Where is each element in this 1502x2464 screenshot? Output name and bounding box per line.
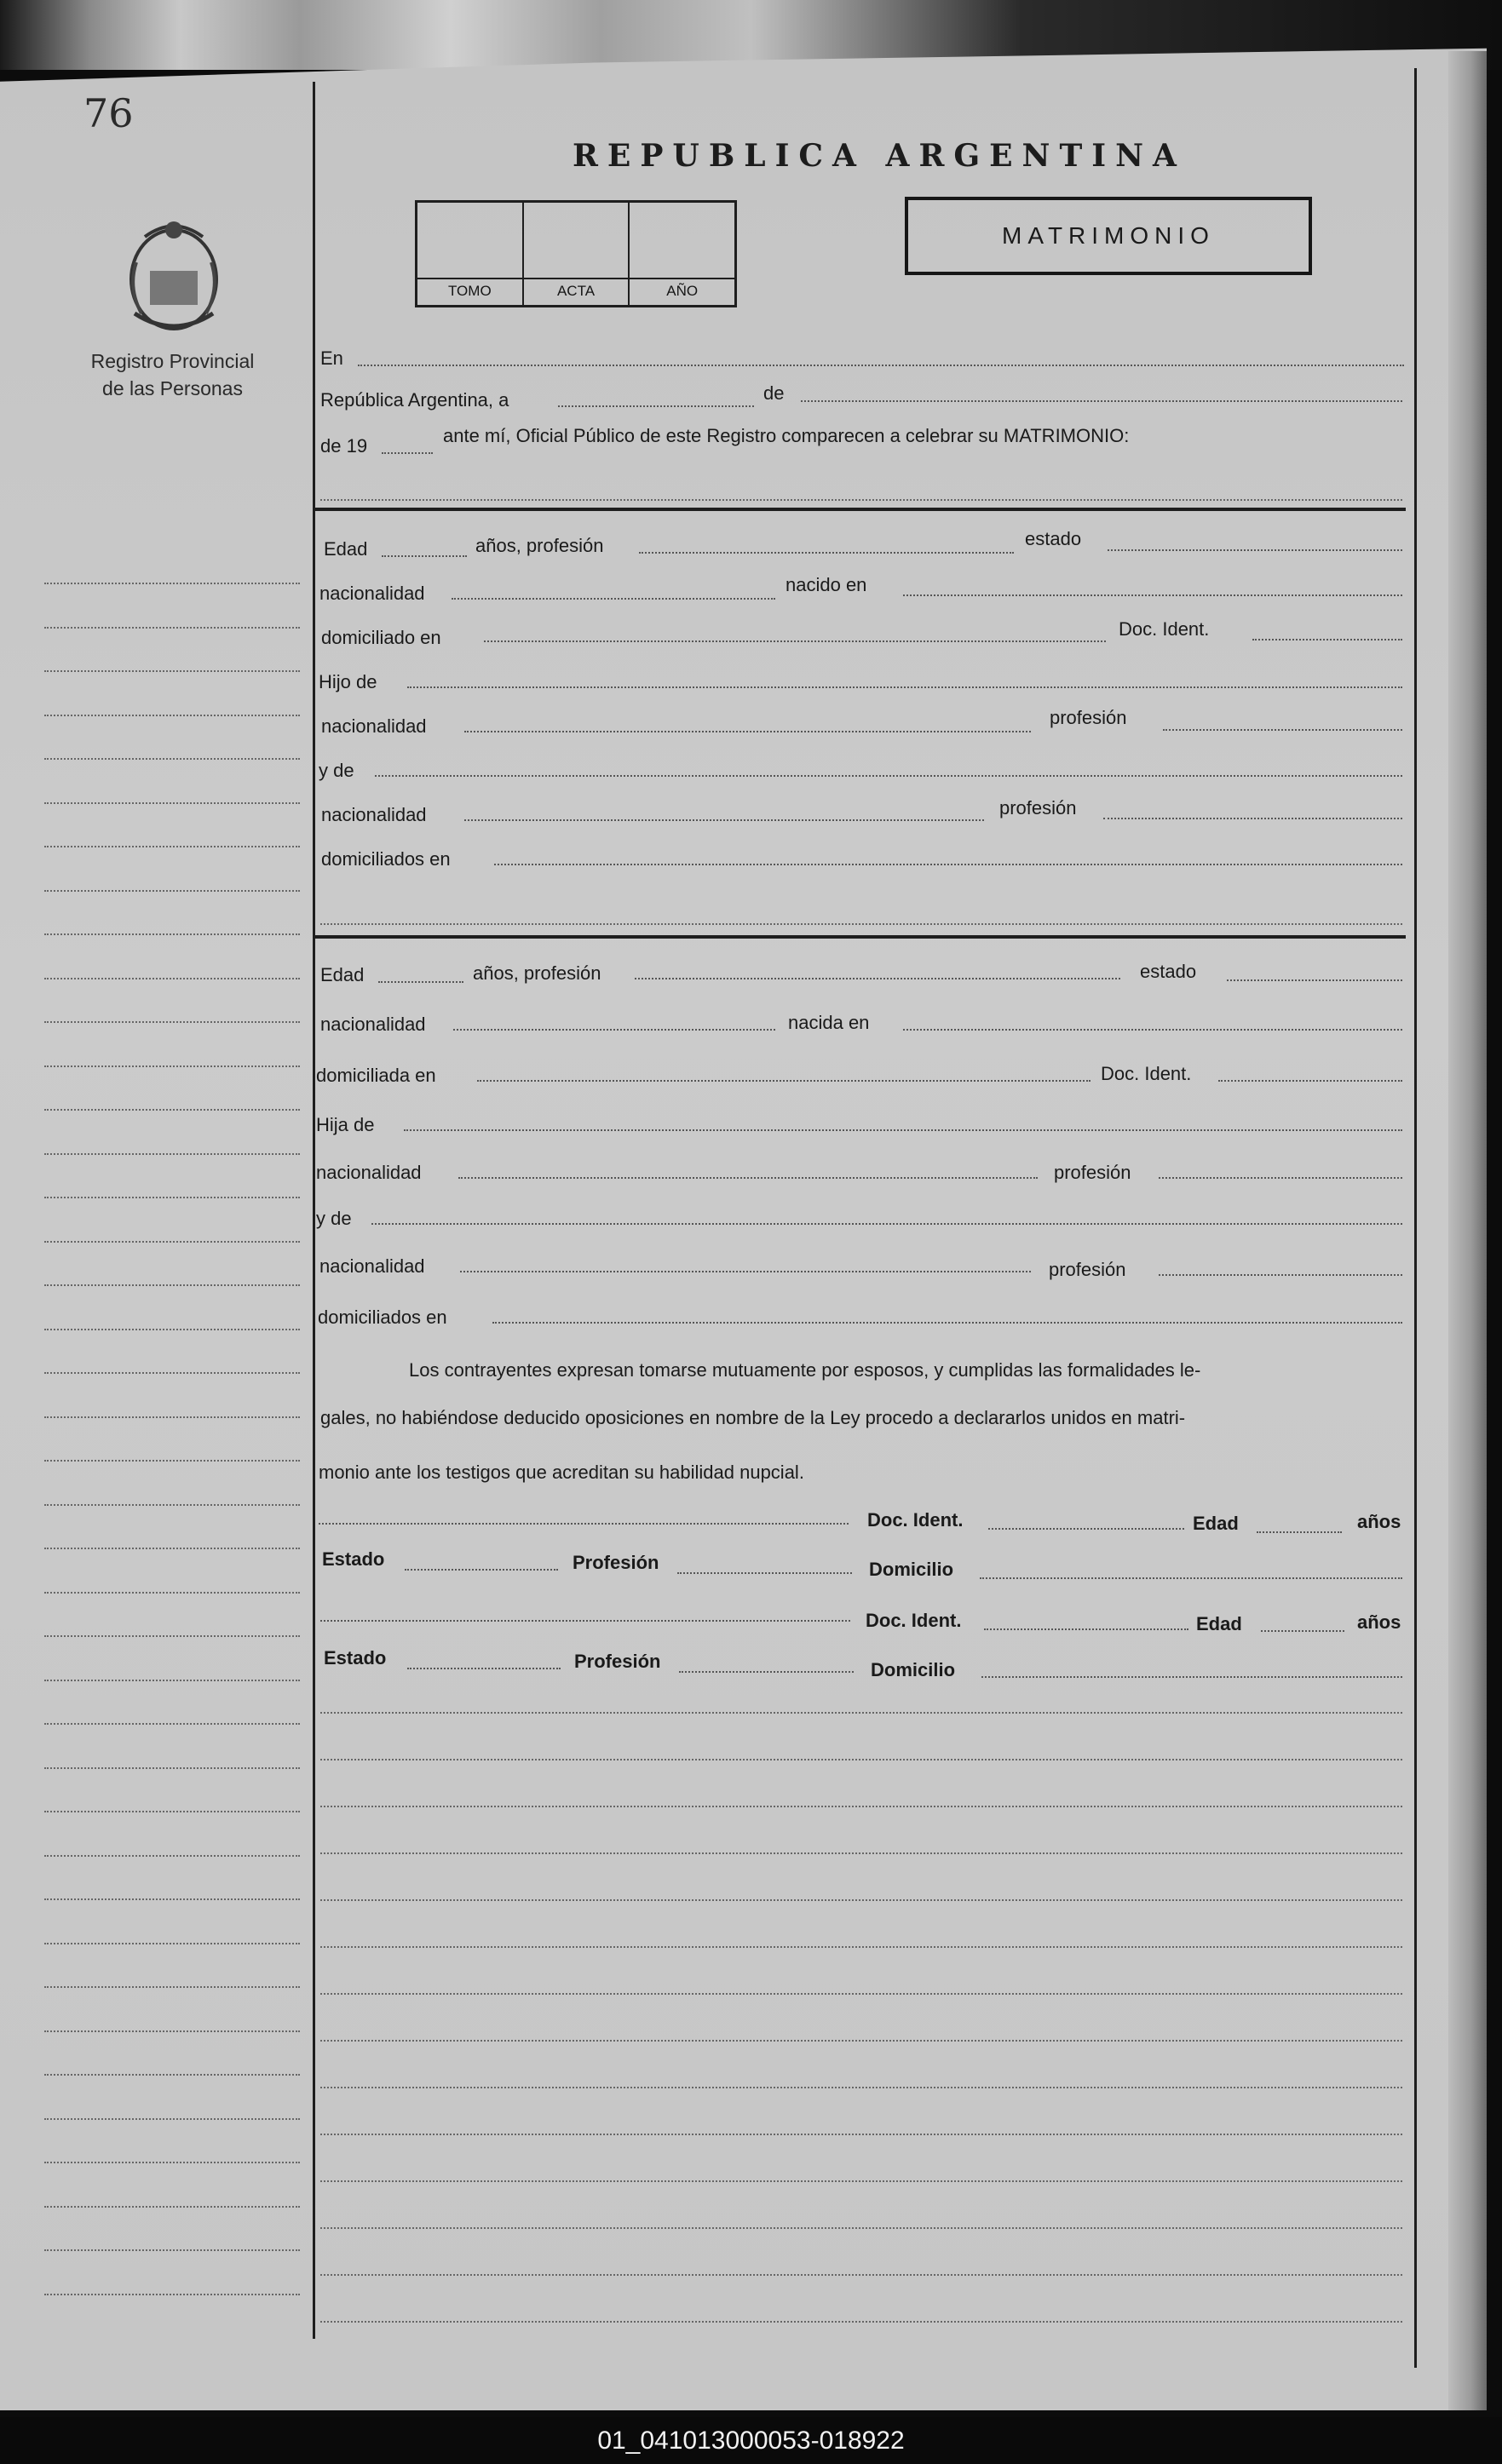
bride-field-domiciliada[interactable] <box>477 1080 1091 1082</box>
declaration-line-3: monio ante los testigos que acreditan su habilidad nupcial. <box>319 1462 804 1483</box>
margin-line[interactable] <box>44 1592 300 1594</box>
tomo-label: TOMO <box>417 278 522 305</box>
witness1-label-profesion: Profesión <box>573 1552 659 1573</box>
margin-line[interactable] <box>44 1855 300 1857</box>
field-en[interactable] <box>358 365 1404 366</box>
label-de: de <box>763 382 785 404</box>
bride-label-nacionalidad-madre: nacionalidad <box>319 1255 425 1277</box>
tomo-cell[interactable] <box>417 203 524 305</box>
label-en: En <box>320 347 343 369</box>
witness1-label-edad: Edad <box>1193 1513 1239 1534</box>
groom-field-nacionalidad-madre[interactable] <box>464 819 984 821</box>
margin-line[interactable] <box>44 1898 300 1900</box>
page-title: REPUBLICA ARGENTINA <box>573 138 1186 174</box>
intro-blank-line[interactable] <box>320 499 1402 501</box>
groom-label-profesion-padre: profesión <box>1050 707 1127 728</box>
bride-label-estado: estado <box>1140 961 1197 982</box>
witness2-name-field[interactable] <box>320 1620 850 1622</box>
margin-line[interactable] <box>44 2030 300 2032</box>
witness1-field-estado[interactable] <box>405 1569 558 1571</box>
section-divider-2 <box>315 935 1406 939</box>
groom-label-domiciliados: domiciliados en <box>321 848 451 870</box>
bride-label-nacionalidad-padre: nacionalidad <box>316 1162 422 1183</box>
margin-line[interactable] <box>44 1811 300 1812</box>
writing-line[interactable] <box>320 2180 1402 2182</box>
margin-line[interactable] <box>44 1109 300 1111</box>
margin-line[interactable] <box>44 2294 300 2295</box>
writing-line[interactable] <box>320 2134 1402 2135</box>
groom-label-nacionalidad: nacionalidad <box>319 583 425 604</box>
acta-label: ACTA <box>524 278 629 305</box>
registro-label <box>60 347 285 402</box>
margin-line[interactable] <box>44 1680 300 1681</box>
margin-line[interactable] <box>44 627 300 629</box>
witness1-label-doc-ident: Doc. Ident. <box>867 1509 964 1531</box>
bride-field-profesion-padre[interactable] <box>1159 1177 1402 1179</box>
margin-line[interactable] <box>44 2249 300 2251</box>
writing-line[interactable] <box>320 2274 1402 2276</box>
declaration-line-2: gales, no habiéndose deducido oposiciones en nombre de la Ley procedo a declararlos unidos en matri- <box>320 1407 1186 1428</box>
anio-label: AÑO <box>630 278 734 305</box>
groom-label-y-de: y de <box>319 760 354 781</box>
writing-line[interactable] <box>320 1759 1402 1760</box>
writing-line[interactable] <box>320 1993 1402 1995</box>
witness2-field-domicilio[interactable] <box>981 1676 1402 1678</box>
groom-label-nacido-en: nacido en <box>786 574 867 595</box>
witness2-field-estado[interactable] <box>407 1668 561 1669</box>
bride-field-y-de[interactable] <box>371 1223 1402 1225</box>
margin-line[interactable] <box>44 2162 300 2163</box>
groom-label-nacionalidad-madre: nacionalidad <box>321 804 427 825</box>
writing-line[interactable] <box>320 1946 1402 1948</box>
witness2-label-anios: años <box>1357 1611 1401 1633</box>
groom-field-estado[interactable] <box>1108 549 1402 551</box>
bride-label-nacida-en: nacida en <box>788 1012 870 1033</box>
bride-label-domiciliados: domiciliados en <box>318 1307 447 1328</box>
margin-line[interactable] <box>44 1943 300 1944</box>
groom-field-domiciliados[interactable] <box>494 864 1402 865</box>
bride-label-edad: Edad <box>320 964 365 985</box>
margin-line[interactable] <box>44 1065 300 1067</box>
bride-field-edad[interactable] <box>378 981 463 983</box>
witness1-label-domicilio: Domicilio <box>869 1559 954 1580</box>
left-margin-line <box>313 82 315 2339</box>
margin-line[interactable] <box>44 758 300 760</box>
page-edge <box>1448 51 1487 2410</box>
document-id-footer: 01_041013000053-018922 <box>0 2417 1502 2464</box>
groom-label-domiciliado: domiciliado en <box>321 627 441 648</box>
margin-line[interactable] <box>44 715 300 716</box>
witness1-label-estado: Estado <box>322 1548 385 1570</box>
registro-line1: Registro Provincial <box>90 350 255 372</box>
margin-line[interactable] <box>44 890 300 892</box>
margin-line[interactable] <box>44 1460 300 1462</box>
witness2-label-estado: Estado <box>324 1647 387 1669</box>
witness2-label-doc-ident: Doc. Ident. <box>866 1610 962 1631</box>
groom-label-hijo-de: Hijo de <box>319 671 377 692</box>
margin-line[interactable] <box>44 846 300 847</box>
groom-label-profesion: años, profesión <box>475 535 604 556</box>
groom-field-doc-ident[interactable] <box>1252 639 1402 640</box>
bride-field-nacionalidad-padre[interactable] <box>458 1177 1038 1179</box>
writing-line[interactable] <box>320 1852 1402 1854</box>
witness2-label-profesion: Profesión <box>574 1651 661 1672</box>
witness1-label-anios: años <box>1357 1511 1401 1532</box>
margin-line[interactable] <box>44 1241 300 1243</box>
margin-line[interactable] <box>44 1021 300 1023</box>
bride-field-profesion[interactable] <box>635 978 1120 979</box>
declaration-line-1: Los contrayentes expresan tomarse mutuamente por esposos, y cumplidas las formalidades le- <box>409 1359 1201 1381</box>
witness1-field-profesion[interactable] <box>677 1572 852 1574</box>
bride-label-nacionalidad: nacionalidad <box>320 1014 426 1035</box>
margin-line[interactable] <box>44 1284 300 1286</box>
bride-field-nacida-en[interactable] <box>903 1029 1402 1031</box>
bride-label-y-de: y de <box>316 1208 352 1229</box>
groom-label-edad: Edad <box>324 538 368 560</box>
bride-field-profesion-madre[interactable] <box>1159 1274 1402 1276</box>
margin-line[interactable] <box>44 1548 300 1549</box>
margin-line[interactable] <box>44 933 300 935</box>
margin-line[interactable] <box>44 1723 300 1725</box>
right-margin-line <box>1414 68 1417 2368</box>
groom-field-profesion-madre[interactable] <box>1103 818 1402 819</box>
bride-field-nacionalidad[interactable] <box>453 1029 775 1031</box>
witness2-field-doc-ident[interactable] <box>984 1628 1188 1630</box>
bride-field-doc-ident[interactable] <box>1218 1080 1402 1082</box>
bride-label-doc-ident: Doc. Ident. <box>1101 1063 1192 1084</box>
writing-line[interactable] <box>320 1712 1402 1714</box>
field-anio[interactable] <box>382 452 433 454</box>
margin-line[interactable] <box>44 1635 300 1637</box>
margin-line[interactable] <box>44 1986 300 1988</box>
margin-line[interactable] <box>44 2074 300 2076</box>
groom-field-profesion[interactable] <box>639 552 1014 554</box>
field-mes[interactable] <box>801 400 1402 402</box>
margin-line[interactable] <box>44 1329 300 1330</box>
margin-line[interactable] <box>44 1504 300 1506</box>
bride-label-domiciliada: domiciliada en <box>316 1065 436 1086</box>
label-ante: ante mí, Oficial Público de este Registro comparecen a celebrar su MATRIMONIO: <box>443 425 1130 446</box>
writing-line[interactable] <box>320 2040 1402 2042</box>
registro-line2: de las Personas <box>102 377 243 399</box>
writing-line[interactable] <box>320 1899 1402 1901</box>
document-type-box: MATRIMONIO <box>905 197 1312 275</box>
groom-field-edad[interactable] <box>382 555 467 557</box>
witness2-field-profesion[interactable] <box>679 1671 854 1673</box>
bride-label-hija-de: Hija de <box>316 1114 375 1135</box>
field-dia[interactable] <box>558 405 754 407</box>
bride-field-domiciliados[interactable] <box>492 1322 1402 1324</box>
groom-field-nacido-en[interactable] <box>903 594 1402 596</box>
witness2-label-domicilio: Domicilio <box>871 1659 956 1680</box>
groom-field-y-de[interactable] <box>375 775 1402 777</box>
margin-line[interactable] <box>44 1416 300 1418</box>
tomo-acta-anio-box <box>415 200 737 307</box>
witness2-field-edad[interactable] <box>1261 1630 1344 1632</box>
label-de19: de 19 <box>320 435 368 457</box>
margin-line[interactable] <box>44 1197 300 1198</box>
bride-label-profesion: años, profesión <box>473 962 601 984</box>
coat-of-arms-icon <box>119 211 228 339</box>
groom-field-domiciliado[interactable] <box>484 640 1106 642</box>
writing-line[interactable] <box>320 2087 1402 2088</box>
bride-field-nacionalidad-madre[interactable] <box>460 1271 1031 1272</box>
writing-line[interactable] <box>320 2227 1402 2229</box>
witness1-field-doc-ident[interactable] <box>988 1528 1184 1530</box>
bride-field-hija-de[interactable] <box>404 1129 1402 1131</box>
witness1-field-edad[interactable] <box>1257 1531 1342 1533</box>
groom-label-doc-ident: Doc. Ident. <box>1119 618 1210 640</box>
anio-cell[interactable] <box>630 203 734 305</box>
label-republica: República Argentina, a <box>320 389 509 411</box>
bride-field-estado[interactable] <box>1227 979 1402 981</box>
groom-field-nacionalidad[interactable] <box>452 598 775 600</box>
groom-blank-line[interactable] <box>320 923 1402 925</box>
groom-field-profesion-padre[interactable] <box>1163 729 1402 731</box>
groom-label-profesion-madre: profesión <box>999 797 1077 818</box>
margin-line[interactable] <box>44 1153 300 1155</box>
groom-label-nacionalidad-padre: nacionalidad <box>321 715 427 737</box>
writing-line[interactable] <box>320 2321 1402 2323</box>
margin-line[interactable] <box>44 583 300 584</box>
groom-field-hijo-de[interactable] <box>407 686 1402 688</box>
margin-line[interactable] <box>44 1372 300 1374</box>
witness2-label-edad: Edad <box>1196 1613 1242 1634</box>
margin-line[interactable] <box>44 978 300 979</box>
margin-line[interactable] <box>44 2118 300 2120</box>
margin-line[interactable] <box>44 802 300 804</box>
bride-label-profesion-madre: profesión <box>1049 1259 1126 1280</box>
witness1-name-field[interactable] <box>319 1523 849 1525</box>
acta-cell[interactable] <box>524 203 630 305</box>
groom-field-nacionalidad-padre[interactable] <box>464 731 1031 732</box>
margin-line[interactable] <box>44 670 300 672</box>
margin-line[interactable] <box>44 2206 300 2208</box>
groom-label-estado: estado <box>1025 528 1082 549</box>
margin-line[interactable] <box>44 1767 300 1769</box>
page-number: 76 <box>83 90 134 136</box>
section-divider-1 <box>315 508 1406 511</box>
witness1-field-domicilio[interactable] <box>980 1577 1402 1579</box>
writing-line[interactable] <box>320 1806 1402 1807</box>
bride-label-profesion-padre: profesión <box>1054 1162 1131 1183</box>
